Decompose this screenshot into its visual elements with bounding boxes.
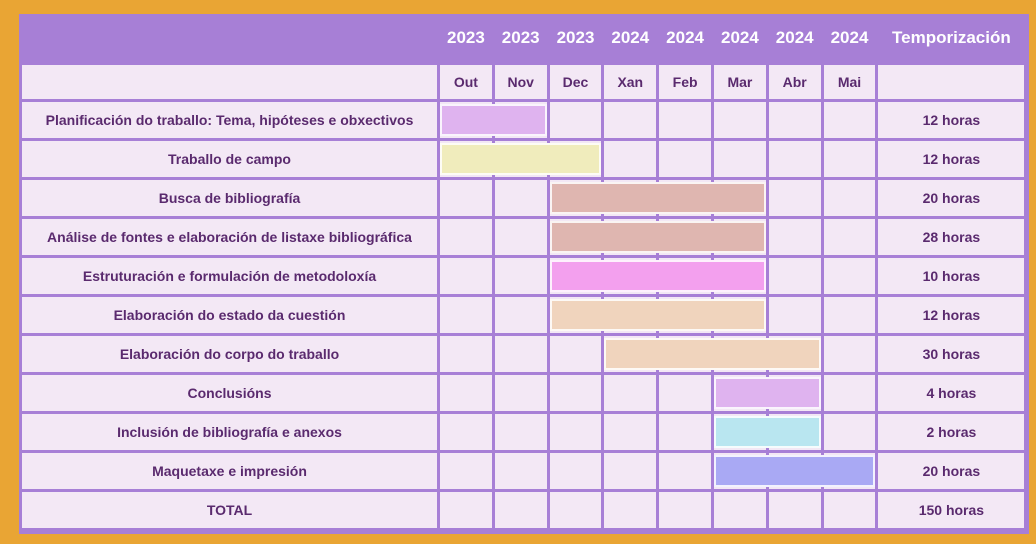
month-cell (824, 336, 876, 372)
year-label: 2024 (824, 14, 876, 62)
year-label: 2023 (495, 14, 547, 62)
month-cell (769, 297, 821, 333)
month-label: Mai (824, 65, 876, 99)
task-name: Inclusión de bibliografía e anexos (22, 414, 437, 450)
month-cell (495, 492, 547, 528)
header-corner (22, 14, 437, 62)
month-cell (495, 414, 547, 450)
month-label: Out (440, 65, 492, 99)
month-cell (440, 414, 492, 450)
month-cell (769, 141, 821, 177)
month-cell (440, 180, 492, 216)
month-cell (550, 336, 602, 372)
month-cell (495, 180, 547, 216)
gantt-bar (440, 104, 547, 136)
month-cell (440, 492, 492, 528)
month-cell (714, 102, 766, 138)
gantt-grid (19, 14, 1029, 534)
month-label: Mar (714, 65, 766, 99)
month-cell (659, 141, 711, 177)
task-hours: 12 horas (878, 102, 1024, 138)
month-label: Abr (769, 65, 821, 99)
task-hours: 20 horas (878, 180, 1024, 216)
gantt-bar (714, 377, 821, 409)
month-cell (714, 141, 766, 177)
task-name: Elaboración do corpo do traballo (22, 336, 437, 372)
gantt-bar (440, 143, 601, 175)
month-label: Dec (550, 65, 602, 99)
month-cell (604, 141, 656, 177)
month-cell (769, 258, 821, 294)
task-hours: 30 horas (878, 336, 1024, 372)
year-label: 2024 (604, 14, 656, 62)
task-name: Maquetaxe e impresión (22, 453, 437, 489)
total-hours: 150 horas (878, 492, 1024, 528)
month-cell (550, 492, 602, 528)
month-cell (604, 453, 656, 489)
month-cell (659, 414, 711, 450)
month-cell (440, 258, 492, 294)
month-cell (550, 375, 602, 411)
month-cell (824, 297, 876, 333)
task-name: Elaboración do estado da cuestión (22, 297, 437, 333)
task-name: Análise de fontes e elaboración de listaxe bibliográfica (22, 219, 437, 255)
month-row-time (878, 65, 1024, 99)
gantt-bar (550, 260, 766, 292)
month-cell (769, 492, 821, 528)
gantt-bar (550, 299, 766, 331)
month-row-corner (22, 65, 437, 99)
month-cell (440, 219, 492, 255)
month-label: Xan (604, 65, 656, 99)
task-hours: 4 horas (878, 375, 1024, 411)
month-cell (824, 414, 876, 450)
month-cell (714, 492, 766, 528)
task-hours: 2 horas (878, 414, 1024, 450)
gantt-bar (714, 455, 875, 487)
gantt-bar (550, 221, 766, 253)
gantt-bar (604, 338, 820, 370)
month-cell (824, 219, 876, 255)
month-label: Nov (495, 65, 547, 99)
year-label: 2024 (714, 14, 766, 62)
task-hours: 20 horas (878, 453, 1024, 489)
task-hours: 12 horas (878, 141, 1024, 177)
task-name: Planificación do traballo: Tema, hipóteses e obxectivos (22, 102, 437, 138)
month-cell (769, 219, 821, 255)
gantt-bar (550, 182, 766, 214)
task-name: Busca de bibliografía (22, 180, 437, 216)
month-cell (824, 180, 876, 216)
month-cell (550, 102, 602, 138)
month-cell (550, 453, 602, 489)
month-cell (495, 453, 547, 489)
month-cell (824, 375, 876, 411)
year-label: 2024 (659, 14, 711, 62)
month-cell (659, 492, 711, 528)
month-cell (440, 453, 492, 489)
month-cell (495, 375, 547, 411)
month-cell (824, 102, 876, 138)
task-name: Traballo de campo (22, 141, 437, 177)
month-cell (604, 492, 656, 528)
gantt-bar (714, 416, 821, 448)
task-hours: 12 horas (878, 297, 1024, 333)
month-cell (604, 102, 656, 138)
month-cell (550, 414, 602, 450)
total-label: TOTAL (22, 492, 437, 528)
chart-frame (7, 8, 1028, 537)
task-hours: 28 horas (878, 219, 1024, 255)
year-label: 2023 (550, 14, 602, 62)
month-cell (440, 375, 492, 411)
month-label: Feb (659, 65, 711, 99)
task-hours: 10 horas (878, 258, 1024, 294)
task-name: Estruturación e formulación de metodoloxía (22, 258, 437, 294)
month-cell (495, 219, 547, 255)
month-cell (659, 453, 711, 489)
time-header: Temporización (878, 14, 1024, 62)
month-cell (824, 258, 876, 294)
month-cell (769, 102, 821, 138)
month-cell (659, 375, 711, 411)
month-cell (495, 297, 547, 333)
month-cell (495, 258, 547, 294)
task-name: Conclusións (22, 375, 437, 411)
month-cell (659, 102, 711, 138)
month-cell (440, 297, 492, 333)
month-cell (440, 336, 492, 372)
month-cell (769, 180, 821, 216)
month-cell (604, 375, 656, 411)
month-cell (824, 492, 876, 528)
month-cell (495, 336, 547, 372)
year-label: 2024 (769, 14, 821, 62)
month-cell (604, 414, 656, 450)
month-cell (824, 141, 876, 177)
year-label: 2023 (440, 14, 492, 62)
